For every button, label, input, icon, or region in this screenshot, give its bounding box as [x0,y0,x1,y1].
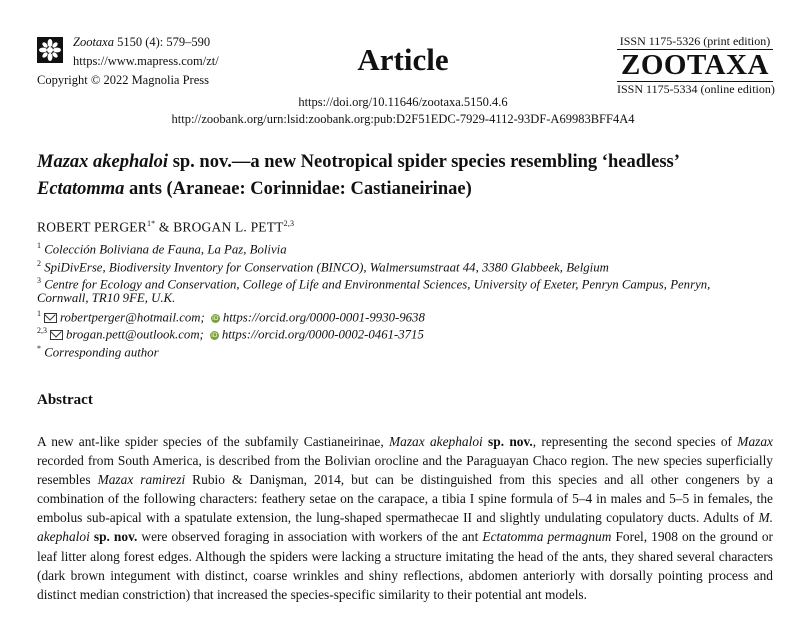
affiliation-1 [37,238,287,257]
contact-2 [37,323,424,342]
corresponding-text: Corresponding author [41,345,159,360]
author-2-sup: 2,3 [283,219,295,228]
abstract-text: Rubio & Danişman, 2014, but can be distinguished from this species and all other congeners by a combination of the following characters: feathery setae on the carapace, a tibia I spine formula of 5–4 in males and 5–5 in females, the embolus sub-apical with a spatulate extension, the lung-shaped spermathecae II and slightly undulating copulatory ducts. Adults of [37,472,774,526]
contact-2-orcid[interactable]: https://orcid.org/0000-0002-0461-3715 [221,327,424,342]
author-2: BROGAN L. PETT [173,219,284,235]
affiliation-2-sup: 2 [37,259,41,268]
orcid-icon: iD [212,314,219,322]
abstract-body [37,432,773,604]
abstract-species: Mazax ramirezi [97,472,186,488]
journal-url[interactable]: https://www.mapress.com/zt/ [73,54,219,68]
abstract-heading: Abstract [37,392,93,408]
corresponding-sup: * [37,344,41,353]
title-part1: sp. nov.—a new Neotropical spider species resembling ‘headless’ [168,152,680,172]
affiliation-3-cont: Cornwall, TR10 9FE, U.K. [37,291,176,305]
title-species: Mazax akephaloi [37,152,169,172]
title-part2: ants (Araneae: Corinnidae: Castianeirinae) [124,179,472,199]
affiliation-2-text: SpiDivErse, Biodiversity Inventory for Conservation (BINCO), Walmersumstraat 44, 3380 Glabbeek, Belgium [44,260,609,275]
affiliation-1-sup: 1 [37,241,41,250]
abstract-species: Mazax akephaloi [388,434,483,449]
abstract-bold: sp. nov. [482,434,533,449]
journal-volume: 5150 (4): 579–590 [113,35,211,49]
affiliation-1-text: Colección Boliviana de Fauna, La Paz, Bolivia [44,242,287,257]
issn-print: ISSN 1175-5326 (print edition) [619,34,771,48]
orcid-icon: iD [211,331,218,339]
issn-online: ISSN 1175-5334 (online edition) [617,82,775,96]
affiliation-3-text: Centre for Ecology and Conservation, College of Life and Environmental Sciences, University of Exeter, Penryn Campus, Penryn, [44,277,711,292]
author-1-sup: 1* [146,219,156,228]
zootaxa-brand-box [617,34,773,96]
journal-name: Zootaxa [73,35,114,49]
corresponding-author [37,341,159,360]
mail-icon [44,313,57,323]
article-type-label: Article [357,42,449,77]
author-separator: & [155,219,174,235]
abstract-text: recorded from South America, is described from the Bolivian orocline and the Paraguayan Chaco region. The new species superficially resembles [37,453,773,488]
contact-1-orcid[interactable]: https://orcid.org/0000-0001-9930-9638 [222,310,425,325]
author-list [37,219,294,236]
abstract-text: A new ant-like spider species of the subfamily Castianeirinae, [37,434,389,449]
author-1: ROBERT PERGER [37,219,147,235]
title-genus: Ectatomma [37,179,125,199]
mail-icon [50,330,63,340]
abstract-text: Forel, 1908 on the ground or leaf litter along forest edges. Although the spiders were lacking a structure imitating the head of the ants, they shared several characters (dark brown integument with distinct, coarse wrinkles and shiny reflections, abdomen anteriorly with dorsally pointing process and distinct median constriction) that increased the species-specific similarity to their potential ant models. [37,529,773,602]
contact-1-sup: 1 [37,309,41,318]
abstract-genus: Mazax [737,434,773,449]
contact-1-email[interactable]: robertperger@hotmail.com; [60,310,205,325]
abstract-text: were observed foraging in association with workers of the ant [137,529,483,545]
abstract-species: M. akephaloi [37,510,773,545]
zootaxa-brand: ZOOTAXA [621,49,769,81]
copyright: Copyright © 2022 Magnolia Press [37,73,209,87]
article-title [37,149,777,203]
abstract-bold: sp. nov. [89,529,138,545]
doi-link[interactable]: https://doi.org/10.11646/zootaxa.5150.4.6 [298,95,508,109]
abstract-text: , representing the second species of [532,434,738,449]
affiliation-3-sup: 3 [37,276,41,285]
contact-2-email[interactable]: brogan.pett@outlook.com; [66,327,204,342]
zoobank-link[interactable]: http://zoobank.org/urn:lsid:zoobank.org:pub:D2F51EDC-7929-4112-93DF-A69983BFF4A4 [171,112,635,126]
contact-2-sup: 2,3 [37,326,47,335]
abstract-species: Ectatomma permagnum [482,529,612,545]
